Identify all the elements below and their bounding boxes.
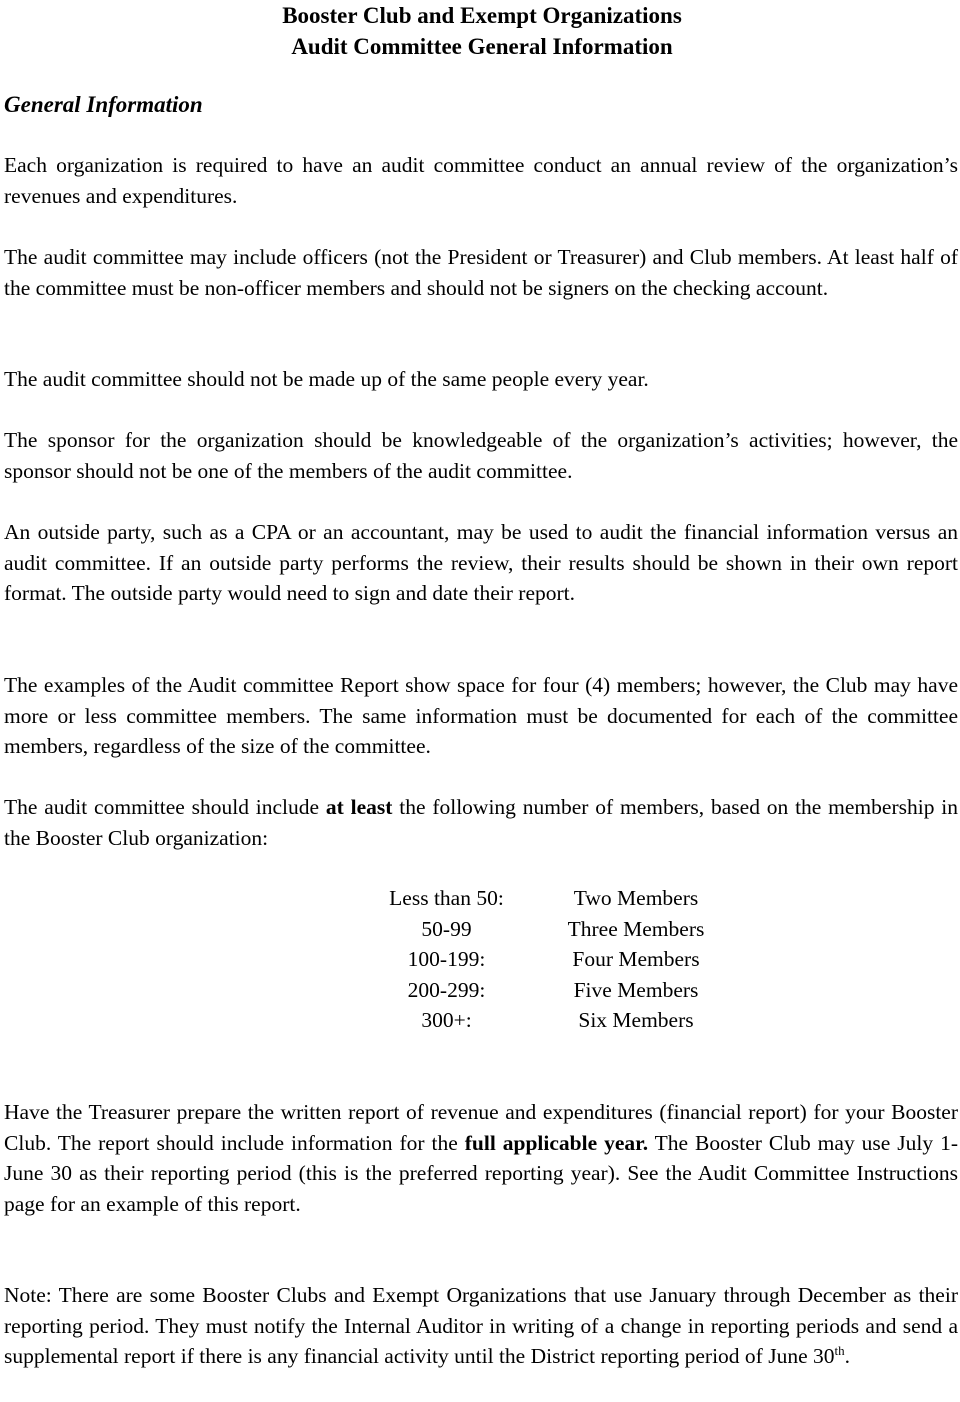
title-line-1: Booster Club and Exempt Organizations <box>282 3 682 28</box>
membership-range: 50-99 <box>421 916 472 941</box>
paragraph-reporting-period-note <box>4 1280 958 1372</box>
paragraph-report-examples: The examples of the Audit committee Report show space for four (4) members; however, the Club may have more or less committee members. The same information must be documented for each of the committee members, regardless of the size of the committee. <box>4 673 958 759</box>
section-heading: General Information <box>4 92 203 117</box>
p9-text: Note: There are some Booster Clubs and Exempt Organizations that use January through December as their reporting period. They must notify the Internal Auditor in writing of a change in reporting periods and send a supplemental report if there is any financial activity until the District reporting period of June 30 <box>4 1283 958 1369</box>
membership-range: 300+: <box>421 1008 472 1033</box>
paragraph-outside-party: An outside party, such as a CPA or an accountant, may be used to audit the financial information versus an audit committee. If an outside party performs the review, their results should be shown in their own report format. The outside party would need to sign and date their report. <box>4 520 958 606</box>
table-row <box>0 914 960 945</box>
p7-text-start: The audit committee should include <box>4 795 326 819</box>
membership-table <box>0 883 960 1036</box>
member-count: Six Members <box>578 1008 694 1033</box>
member-count: Five Members <box>573 977 699 1002</box>
paragraph-sponsor: The sponsor for the organization should be knowledgeable of the organization’s activities; however, the sponsor should not be one of the members of the audit committee. <box>4 428 958 483</box>
membership-range: Less than 50: <box>389 886 504 910</box>
paragraph-treasurer-report <box>4 1097 958 1219</box>
document-title <box>0 0 960 62</box>
p8-text-start: Have the Treasurer prepare the written report of revenue and expenditures (financial report) for your Booster Club. The report should include information for the <box>4 1100 958 1155</box>
p7-text-end: the following number of members, based on the membership in the Booster Club organization: <box>4 795 958 850</box>
member-count: Three Members <box>567 916 705 941</box>
paragraph-annual-review: Each organization is required to have an audit committee conduct an annual review of the organization’s revenues and expenditures. <box>4 153 958 208</box>
paragraph-rotation: The audit committee should not be made up of the same people every year. <box>4 367 649 391</box>
p9-period: . <box>844 1344 851 1369</box>
member-count: Two Members <box>573 886 699 910</box>
paragraph-member-requirement <box>4 792 958 853</box>
p8-text-end: The Booster Club may use July 1-June 30 as their reporting period (this is the preferred reporting year). See the Audit Committee Instructions page for an example of this report. <box>4 1130 958 1216</box>
p9-superscript: th <box>834 1343 845 1359</box>
p8-emphasis: full applicable year. <box>464 1130 649 1155</box>
title-line-2: Audit Committee General Information <box>291 34 673 59</box>
p7-emphasis: at least <box>325 795 393 819</box>
table-row <box>0 944 960 975</box>
table-row <box>0 883 960 914</box>
table-row <box>0 975 960 1006</box>
table-row <box>0 1005 960 1036</box>
paragraph-committee-composition: The audit committee may include officers (not the President or Treasurer) and Club members. At least half of the committee must be non-officer members and should not be signers on the checking account. <box>4 245 958 300</box>
membership-range: 100-199: <box>407 947 486 972</box>
membership-range: 200-299: <box>407 977 486 1002</box>
member-count: Four Members <box>572 947 700 972</box>
